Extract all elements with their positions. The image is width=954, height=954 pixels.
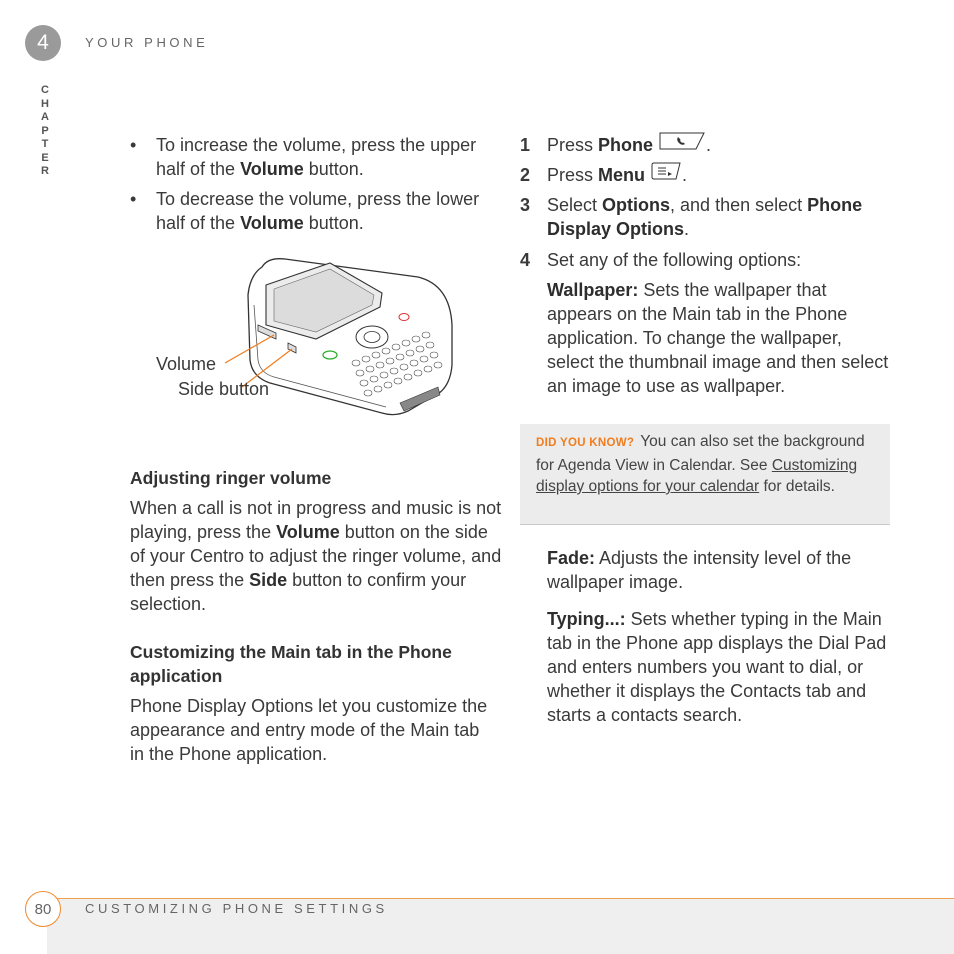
section-heading-main-tab: Customizing the Main tab in the Phone application	[130, 642, 452, 686]
chapter-vertical-letter: H	[41, 97, 49, 110]
option-label: Wallpaper:	[547, 280, 639, 300]
option-text: Sets the wallpaper that appears on the Main tab in the Phone application. To change the wallpaper, select the thumbnail image and then select an image to use as wallpaper.	[547, 280, 889, 396]
tip-label: DID YOU KNOW?	[536, 437, 635, 449]
step-text-end: .	[682, 165, 688, 185]
bullet-bold: Volume	[240, 213, 304, 233]
step-text: Press	[547, 165, 599, 185]
bullet-decrease-volume	[130, 187, 500, 235]
paragraph-bold: Side	[249, 570, 288, 590]
paragraph-bold: Volume	[276, 522, 340, 542]
step-3	[520, 193, 895, 241]
bullet-text: To increase the volume, press the upper half of the	[156, 135, 477, 179]
step-bold: Phone Display Options	[547, 195, 863, 239]
option-text: Sets whether typing in the Main tab in the Phone app displays the Dial Pad and enters numbers you want to dial, or whether it displays the Contacts tab and starts a contacts search.	[547, 609, 887, 725]
step-bold: Menu	[598, 165, 646, 185]
step-number: 4	[520, 250, 531, 270]
footer-section-title: CUSTOMIZING PHONE SETTINGS	[85, 901, 388, 916]
chapter-number-badge	[25, 25, 61, 61]
step-text: Select	[547, 195, 603, 215]
chapter-vertical-letter: R	[41, 165, 49, 177]
page-number-badge	[25, 891, 61, 927]
tip-body-end: for details.	[759, 478, 835, 495]
footer-divider	[47, 898, 954, 899]
chapter-vertical-letter: E	[41, 151, 49, 164]
chapter-vertical-letter: T	[41, 138, 49, 150]
option-label: Typing...:	[547, 609, 626, 629]
main-tab-paragraph: Phone Display Options let you customize the appearance and entry mode of the Main tab in the Phone application.	[130, 696, 488, 764]
step-text: Set any of the following options:	[547, 250, 802, 270]
step-number: 2	[520, 165, 531, 185]
step-number: 3	[520, 195, 531, 215]
menu-key-icon	[650, 161, 682, 187]
ringer-volume-paragraph	[130, 496, 502, 616]
tip-text	[536, 431, 881, 498]
bullet-bold: Volume	[240, 159, 304, 179]
bullet-increase-volume	[130, 133, 500, 181]
phone-key-icon	[658, 131, 706, 157]
bullet-dot: •	[130, 135, 137, 155]
chapter-title: YOUR PHONE	[85, 35, 209, 50]
section-heading-ringer-volume: Adjusting ringer volume	[130, 468, 332, 488]
chapter-vertical-label	[38, 84, 52, 179]
step-text: Press	[547, 135, 599, 155]
paragraph-text: When a call is not in progress and music is not playing, press the	[130, 498, 502, 542]
bullet-text-end: button.	[303, 213, 364, 233]
chapter-vertical-letter: A	[41, 111, 49, 123]
step-text: , and then select	[670, 195, 808, 215]
step-number: 1	[520, 135, 531, 155]
bullet-dot: •	[130, 189, 137, 209]
step-bold: Options	[602, 195, 671, 215]
side-button-callout-label: Side button	[178, 379, 270, 399]
bullet-text-end: button.	[303, 159, 364, 179]
chapter-vertical-letter: C	[41, 84, 49, 96]
chapter-vertical-letter: P	[41, 124, 49, 137]
step-text-end: .	[706, 135, 712, 155]
step-1	[520, 133, 895, 159]
did-you-know-box	[520, 424, 890, 525]
centro-device-illustration	[150, 255, 460, 420]
option-label: Fade:	[547, 548, 596, 568]
paragraph-text: button to confirm your selection.	[130, 570, 467, 614]
page-number: 80	[34, 900, 52, 918]
wallpaper-option	[547, 278, 892, 398]
step-bold: Phone	[598, 135, 654, 155]
tip-body: You can also set the background for Agenda View in Calendar. See	[536, 433, 865, 474]
volume-callout-label: Volume	[156, 354, 217, 374]
chapter-number: 4	[37, 31, 49, 54]
step-4	[520, 248, 895, 272]
option-text: Adjusts the intensity level of the wallpaper image.	[547, 548, 852, 592]
fade-option	[547, 546, 892, 594]
bullet-text: To decrease the volume, press the lower half of the	[156, 189, 480, 233]
typing-option	[547, 607, 892, 727]
step-2	[520, 163, 895, 189]
step-text-end: .	[684, 219, 690, 239]
calendar-display-options-link[interactable]: Customizing display options for your calendar	[536, 456, 858, 495]
paragraph-text: button on the side of your Centro to adjust the ringer volume, and then press the	[130, 522, 502, 590]
